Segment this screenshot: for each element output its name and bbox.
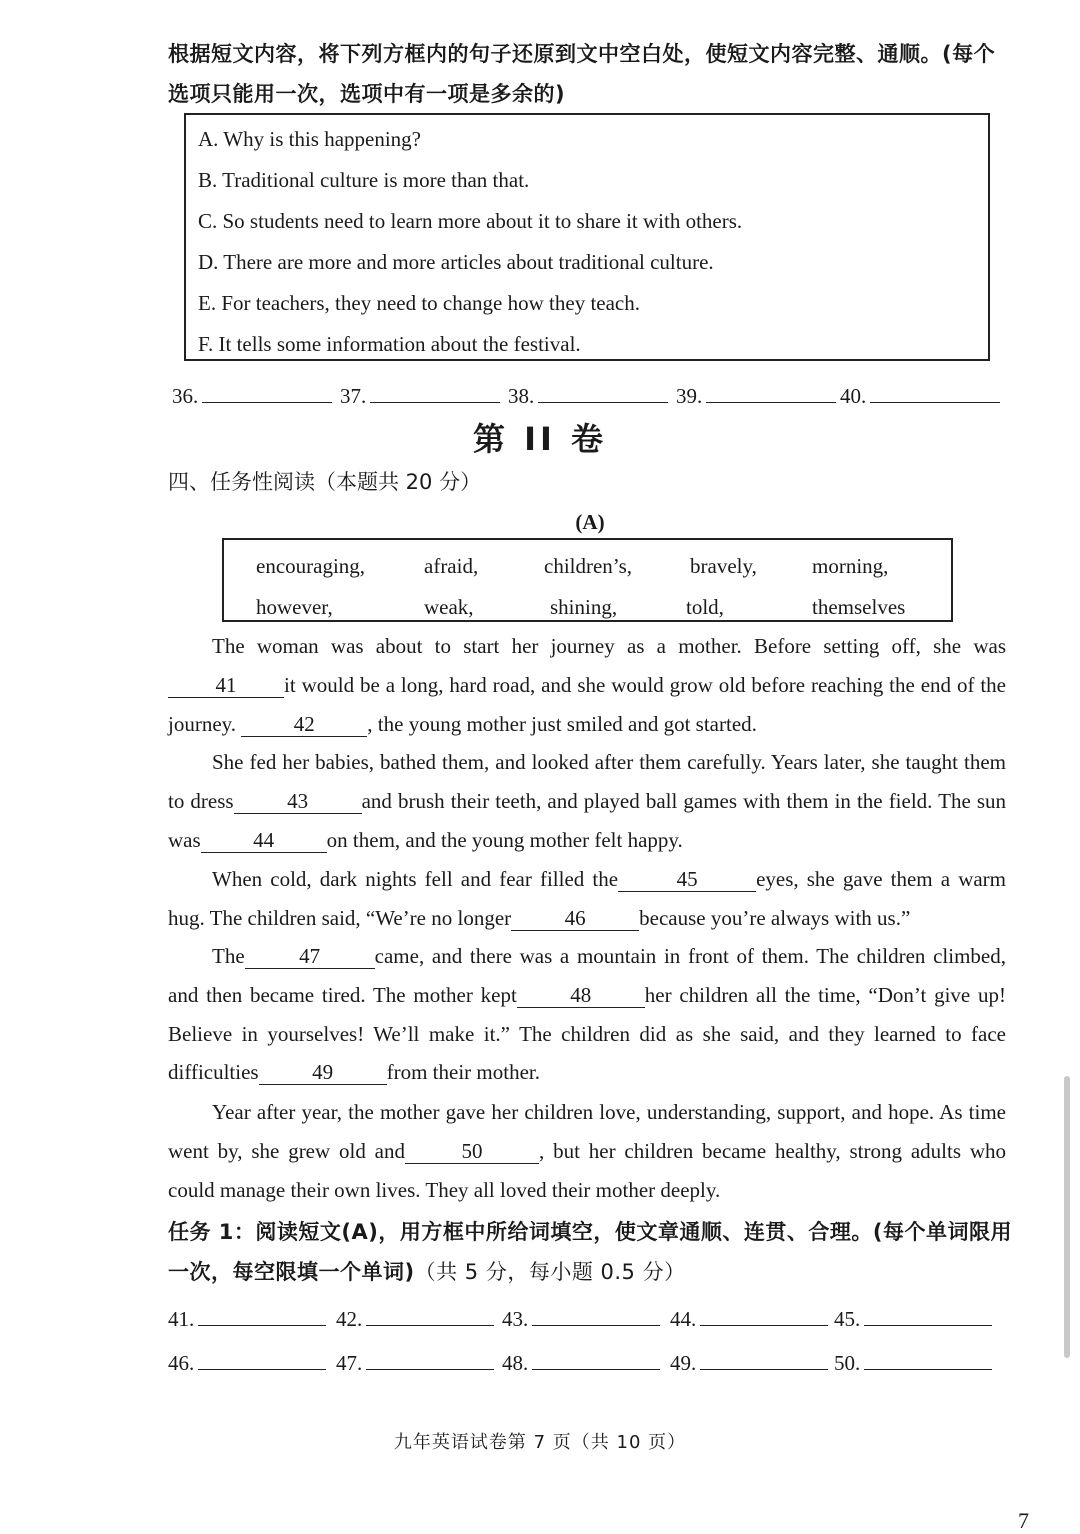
- answer-blank-40[interactable]: 40.: [840, 380, 1000, 409]
- answer-blank-39[interactable]: 39.: [676, 380, 836, 409]
- answer-row-36-40: [172, 380, 1012, 414]
- answer-blank-38[interactable]: 38.: [508, 380, 668, 409]
- scrollbar-thumb[interactable]: [1064, 1076, 1070, 1358]
- answer-blank-46[interactable]: 46.: [168, 1347, 326, 1376]
- word-item: bravely,: [690, 554, 757, 578]
- word-item: children’s,: [544, 554, 633, 578]
- answer-blank-45[interactable]: 45.: [834, 1303, 992, 1332]
- option-c: C. So students need to learn more about it to share it with others.: [198, 209, 743, 233]
- word-box: [222, 538, 953, 622]
- part-heading: 四、任务性阅读（本题共 20 分）: [168, 470, 482, 494]
- option-f: F. It tells some information about the festival.: [198, 332, 581, 356]
- answer-blank-37[interactable]: 37.: [340, 380, 500, 409]
- word-item: told,: [686, 595, 724, 619]
- word-item: shining,: [550, 595, 618, 619]
- instructions-line-1: 根据短文内容，将下列方框内的句子还原到文中空白处，使短文内容完整、通顺。(每个: [168, 42, 996, 66]
- blank-44[interactable]: 44: [201, 828, 327, 853]
- answer-blank-49[interactable]: 49.: [670, 1347, 828, 1376]
- answer-row-46-50: [168, 1347, 1008, 1381]
- answer-row-41-45: [168, 1303, 1008, 1337]
- word-item: afraid,: [424, 554, 479, 578]
- blank-47[interactable]: 47: [245, 944, 375, 969]
- blank-49[interactable]: 49: [259, 1060, 387, 1085]
- blank-41[interactable]: 41: [168, 673, 284, 698]
- word-item: themselves: [812, 595, 906, 619]
- instructions-line-2: 选项只能用一次，选项中有一项是多余的): [168, 82, 566, 106]
- page-footer: 九年英语试卷第 7 页（共 10 页）: [393, 1432, 687, 1453]
- passage-paragraph-1: The woman was about to start her journey as a mother. Before setting off, she was41 it would be a long, hard road, and she would grow old before reaching the end of the journey. 42 , the young mother just smiled and got started.: [168, 634, 1006, 736]
- blank-45[interactable]: 45: [618, 867, 756, 892]
- answer-blank-42[interactable]: 42.: [336, 1303, 494, 1332]
- blank-46[interactable]: 46: [511, 906, 639, 931]
- option-b: B. Traditional culture is more than that.: [198, 168, 530, 192]
- blank-48[interactable]: 48: [517, 983, 645, 1008]
- option-a: A. Why is this happening?: [198, 127, 422, 151]
- answer-blank-44[interactable]: 44.: [670, 1303, 828, 1332]
- options-box: [184, 113, 990, 361]
- answer-blank-47[interactable]: 47.: [336, 1347, 494, 1376]
- answer-blank-50[interactable]: 50.: [834, 1347, 992, 1376]
- passage-label: (A): [575, 510, 605, 534]
- passage-paragraph-4: The 47 came, and there was a mountain in front of them. The children climbed, and then became tired. The mother kept 48 her children all the time, “Don’t give up! Believe in yourselves! We’ll make it.” The children did as she said, and they learned to face difficulties 49 from their mother.: [168, 944, 1007, 1085]
- option-e: E. For teachers, they need to change how they teach.: [198, 291, 640, 315]
- word-item: encouraging,: [256, 554, 366, 578]
- task-1-instructions-line-1: 任务 1：阅读短文(A)，用方框中所给词填空，使文章通顺、连贯、合理。(每个单词限用: [168, 1220, 1012, 1244]
- page-number: 7: [1018, 1508, 1029, 1533]
- word-item: morning,: [812, 554, 889, 578]
- task-1-instructions-line-2: 一次，每空限填一个单词)（共 5 分，每小题 0.5 分）: [168, 1260, 686, 1284]
- answer-blank-41[interactable]: 41.: [168, 1303, 326, 1332]
- answer-blank-48[interactable]: 48.: [502, 1347, 660, 1376]
- answer-blank-43[interactable]: 43.: [502, 1303, 660, 1332]
- passage-paragraph-3: When cold, dark nights fell and fear filled the 45 eyes, she gave them a warm hug. The children said, “We’re no longer 46 because you’re always with us.”: [168, 867, 1007, 930]
- word-item: weak,: [424, 595, 474, 619]
- blank-50[interactable]: 50: [405, 1139, 539, 1164]
- blank-42[interactable]: 42: [241, 712, 367, 737]
- section-title: 第 II 卷: [472, 420, 608, 458]
- answer-blank-36[interactable]: 36.: [172, 380, 332, 409]
- passage-paragraph-5: Year after year, the mother gave her children love, understanding, support, and hope. As time went by, she grew old and 50 , but her children became healthy, strong adults who could manage their own lives. They all loved their mother deeply.: [168, 1100, 1006, 1202]
- passage-paragraph-2: She fed her babies, bathed them, and looked after them carefully. Years later, she taught them to dress 43 and brush their teeth, and played ball games with them in the field. The sun was 44 on them, and the young mother felt happy.: [168, 750, 1007, 852]
- blank-43[interactable]: 43: [234, 789, 362, 814]
- word-item: however,: [256, 595, 333, 619]
- option-d: D. There are more and more articles about traditional culture.: [198, 250, 714, 274]
